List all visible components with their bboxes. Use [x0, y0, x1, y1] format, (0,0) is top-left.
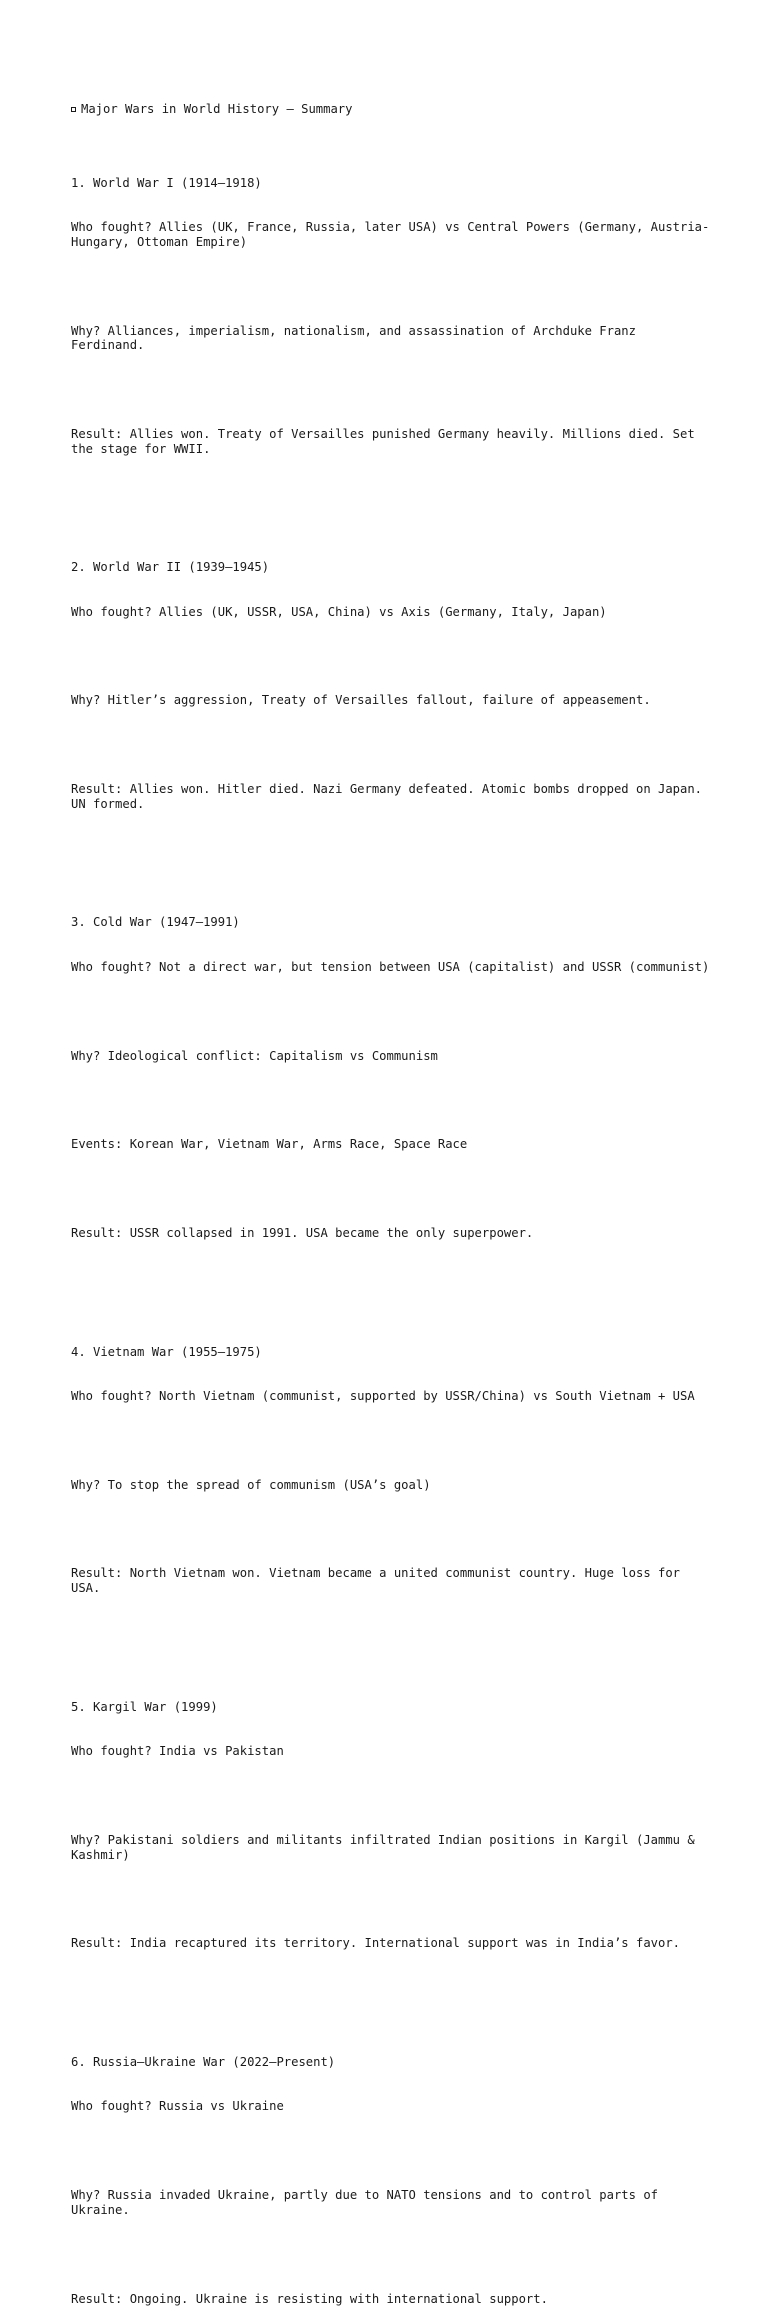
spacer — [71, 1182, 711, 1197]
spacer — [71, 2144, 711, 2159]
document-title-text: Major Wars in World History – Summary — [81, 101, 353, 116]
section-result: Result: Allies won. Treaty of Versailles punished Germany heavily. Millions died. Set the stage for WWII. — [71, 427, 703, 456]
section-heading: 6. Russia–Ukraine War (2022–Present) — [71, 2054, 336, 2069]
section-who: Who fought? North Vietnam (communist, supported by USSR/China) vs South Vietnam + USA — [71, 1388, 695, 1403]
section-who: Who fought? Allies (UK, France, Russia, later USA) vs Central Powers (Germany, Austria-Hungary, Ottoman Empire) — [71, 219, 710, 249]
section-why: Why? Hitler’s aggression, Treaty of Versailles fallout, failure of appeasement. — [71, 693, 651, 708]
section-result: Result: Allies won. Hitler died. Nazi Germany defeated. Atomic bombs dropped on Japan. UN formed. — [71, 782, 710, 812]
section-result: Result: India recaptured its territory. International support was in India’s favor. — [71, 1936, 681, 1951]
square-bullet-icon — [71, 107, 76, 112]
section-events: Events: Korean War, Vietnam War, Arms Race, Space Race — [71, 1137, 468, 1152]
section-who: Who fought? Russia vs Ukraine — [71, 2099, 284, 2114]
section-why: Why? Russia invaded Ukraine, partly due to NATO tensions and to control parts of Ukraine. — [71, 2187, 666, 2217]
section-result: Result: North Vietnam won. Vietnam became a united communist country. Huge loss for USA. — [71, 1566, 688, 1596]
spacer — [71, 841, 711, 856]
section-heading: 2. World War II (1939–1945) — [71, 560, 270, 575]
spacer — [71, 1892, 711, 1907]
section-heading: 1. World War I (1914–1918) — [71, 175, 262, 190]
spacer — [71, 1433, 711, 1448]
document-title — [71, 102, 711, 117]
section-heading: 5. Kargil War (1999) — [71, 1699, 218, 1714]
spacer — [71, 1271, 711, 1286]
section-result: Result: Ongoing. Ukraine is resisting with international support. — [71, 2291, 548, 2306]
spacer — [71, 1522, 711, 1537]
spacer — [71, 1004, 711, 1019]
section-why: Why? Pakistani soldiers and militants infiltrated Indian positions in Kargil (Jammu & Kashmir) — [71, 1832, 703, 1862]
spacer — [71, 486, 711, 501]
section-result: Result: USSR collapsed in 1991. USA became the only superpower. — [71, 1226, 534, 1241]
section-who: Who fought? Allies (UK, USSR, USA, China) vs Axis (Germany, Italy, Japan) — [71, 604, 607, 619]
section-heading: 4. Vietnam War (1955–1975) — [71, 1344, 262, 1359]
section-heading: 3. Cold War (1947–1991) — [71, 915, 240, 930]
section-why: Why? Alliances, imperialism, nationalism, and assassination of Archduke Franz Ferdinand. — [71, 323, 644, 353]
spacer — [71, 383, 711, 398]
spacer — [71, 2247, 711, 2262]
section-why: Why? To stop the spread of communism (USA’s goal) — [71, 1477, 431, 1492]
spacer — [71, 1626, 711, 1641]
section-who: Who fought? Not a direct war, but tension between USA (capitalist) and USSR (communist) — [71, 959, 710, 974]
spacer — [71, 1981, 711, 1996]
section-why: Why? Ideological conflict: Capitalism vs Communism — [71, 1048, 438, 1063]
spacer — [71, 279, 711, 294]
spacer — [71, 738, 711, 753]
section-who: Who fought? India vs Pakistan — [71, 1744, 284, 1759]
spacer — [71, 1093, 711, 1108]
spacer — [71, 1788, 711, 1803]
document-body — [71, 72, 711, 2321]
spacer — [71, 649, 711, 664]
